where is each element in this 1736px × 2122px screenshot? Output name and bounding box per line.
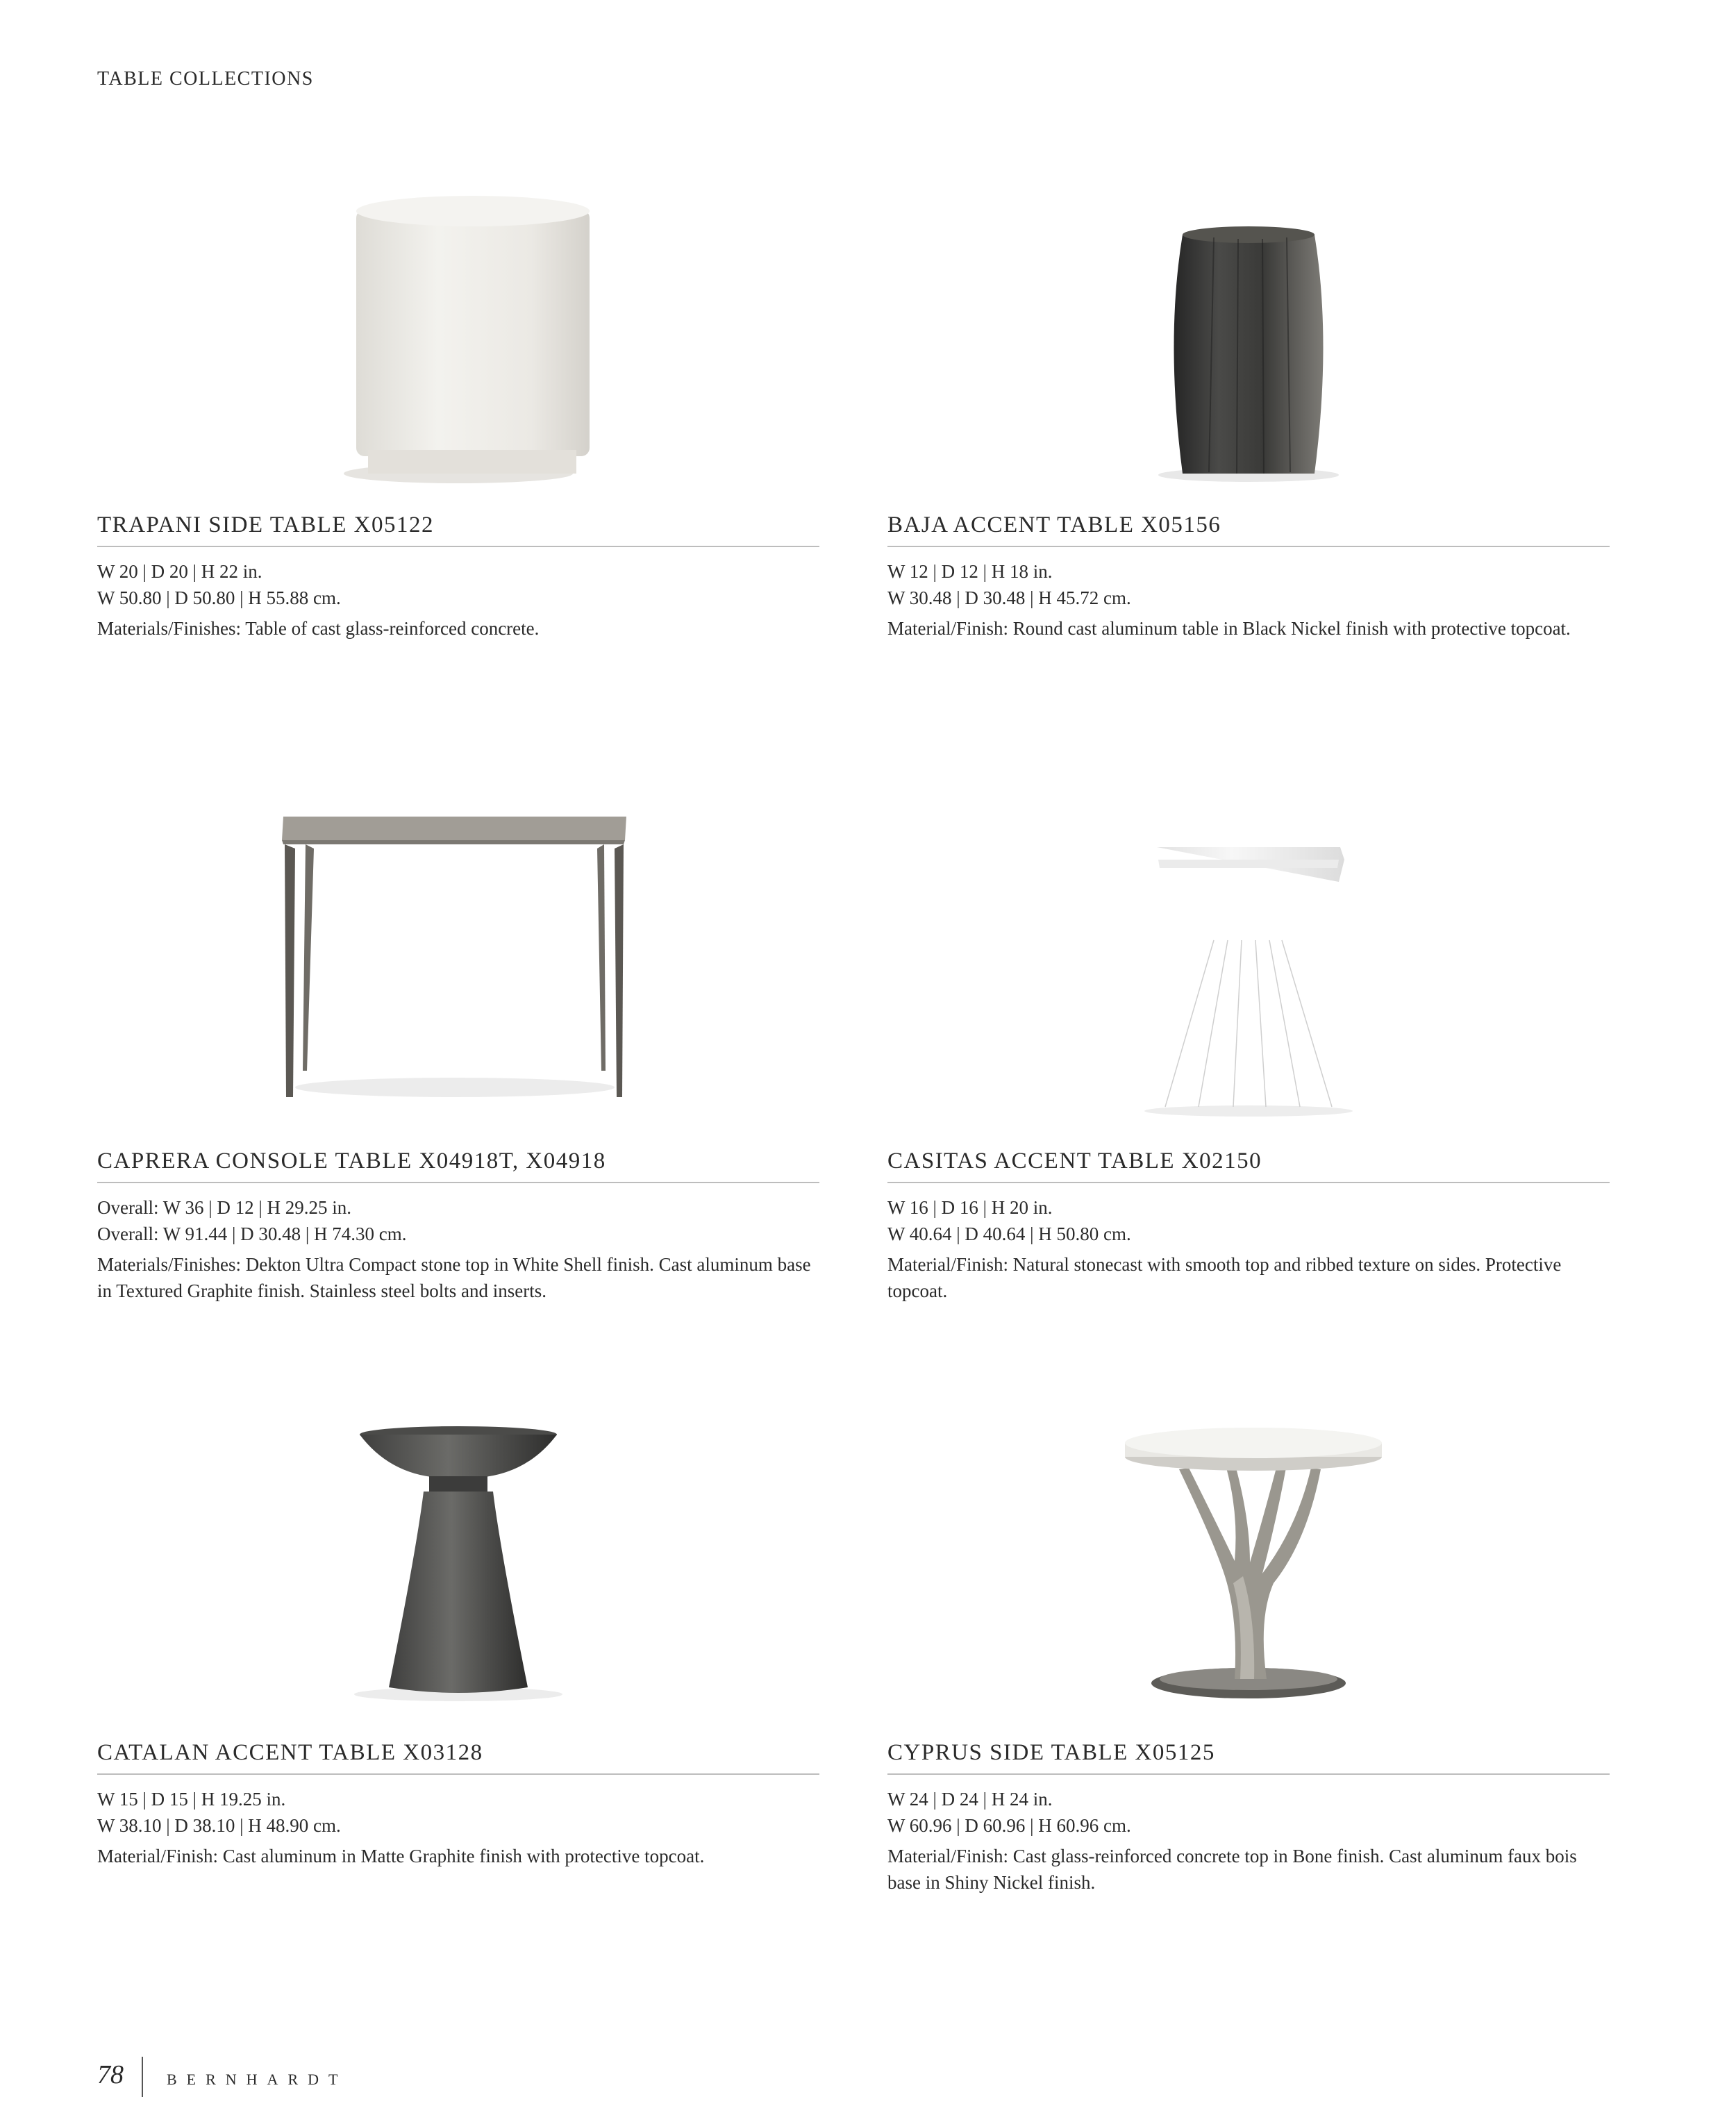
product-description: Materials/Finishes: Dekton Ultra Compact stone top in White Shell finish. Cast aluminum base in Textured Graphite finish. Stainless steel bolts and inserts. bbox=[97, 1254, 811, 1301]
divider bbox=[97, 546, 819, 547]
dimensions-cm: W 30.48 | D 30.48 | H 45.72 cm. bbox=[887, 587, 1131, 608]
product-description: Material/Finish: Round cast aluminum table in Black Nickel finish with protective topcoat. bbox=[887, 618, 1571, 639]
product-dimensions bbox=[97, 558, 341, 611]
product-dimensions bbox=[887, 1786, 1131, 1839]
dimensions-cm: W 40.64 | D 40.64 | H 50.80 cm. bbox=[887, 1223, 1131, 1244]
brand-wordmark: BERNHARDT bbox=[167, 2071, 348, 2088]
dimensions-inches: W 15 | D 15 | H 19.25 in. bbox=[97, 1789, 286, 1810]
product-dimensions bbox=[97, 1786, 341, 1839]
product-name: TRAPANI SIDE TABLE X05122 bbox=[97, 512, 434, 537]
product-image-trapani bbox=[97, 174, 819, 535]
product-name: CYPRUS SIDE TABLE X05125 bbox=[887, 1740, 1215, 1765]
product-name: CATALAN ACCENT TABLE X03128 bbox=[97, 1740, 483, 1765]
dimensions-inches: W 16 | D 16 | H 20 in. bbox=[887, 1197, 1053, 1218]
product-dimensions bbox=[97, 1194, 407, 1247]
dimensions-inches: W 24 | D 24 | H 24 in. bbox=[887, 1789, 1053, 1810]
product-description: Material/Finish: Cast aluminum in Matte Graphite finish with protective topcoat. bbox=[97, 1846, 705, 1866]
section-title: TABLE COLLECTIONS bbox=[97, 68, 314, 90]
product-description: Material/Finish: Cast glass-reinforced concrete top in Bone finish. Cast aluminum faux bois base in Shiny Nickel finish. bbox=[887, 1846, 1577, 1893]
divider bbox=[97, 1182, 819, 1183]
dimensions-cm: W 38.10 | D 38.10 | H 48.90 cm. bbox=[97, 1815, 341, 1836]
product-image-cyprus bbox=[887, 1410, 1610, 1771]
product-image-casitas bbox=[887, 790, 1610, 1151]
footer-divider bbox=[142, 2057, 143, 2097]
product-dimensions bbox=[887, 558, 1131, 611]
page-number: 78 bbox=[97, 2060, 124, 2089]
dimensions-cm: W 50.80 | D 50.80 | H 55.88 cm. bbox=[97, 587, 341, 608]
product-name: CASITAS ACCENT TABLE X02150 bbox=[887, 1148, 1262, 1173]
dimensions-inches: W 12 | D 12 | H 18 in. bbox=[887, 561, 1053, 582]
divider bbox=[97, 1773, 819, 1775]
dimensions-cm: W 60.96 | D 60.96 | H 60.96 cm. bbox=[887, 1815, 1131, 1836]
product-name: CAPRERA CONSOLE TABLE X04918T, X04918 bbox=[97, 1148, 606, 1173]
divider bbox=[887, 1182, 1610, 1183]
divider bbox=[887, 1773, 1610, 1775]
dimensions-inches: Overall: W 36 | D 12 | H 29.25 in. bbox=[97, 1197, 352, 1218]
product-image-catalan bbox=[97, 1410, 819, 1771]
product-image-caprera bbox=[97, 790, 819, 1151]
dimensions-inches: W 20 | D 20 | H 22 in. bbox=[97, 561, 262, 582]
dimensions-cm: Overall: W 91.44 | D 30.48 | H 74.30 cm. bbox=[97, 1223, 407, 1244]
product-description: Material/Finish: Natural stonecast with smooth top and ribbed texture on sides. Protective topcoat. bbox=[887, 1254, 1562, 1301]
product-description: Materials/Finishes: Table of cast glass-reinforced concrete. bbox=[97, 618, 540, 639]
product-dimensions bbox=[887, 1194, 1131, 1247]
product-name: BAJA ACCENT TABLE X05156 bbox=[887, 512, 1221, 537]
divider bbox=[887, 546, 1610, 547]
product-image-baja bbox=[887, 174, 1610, 535]
